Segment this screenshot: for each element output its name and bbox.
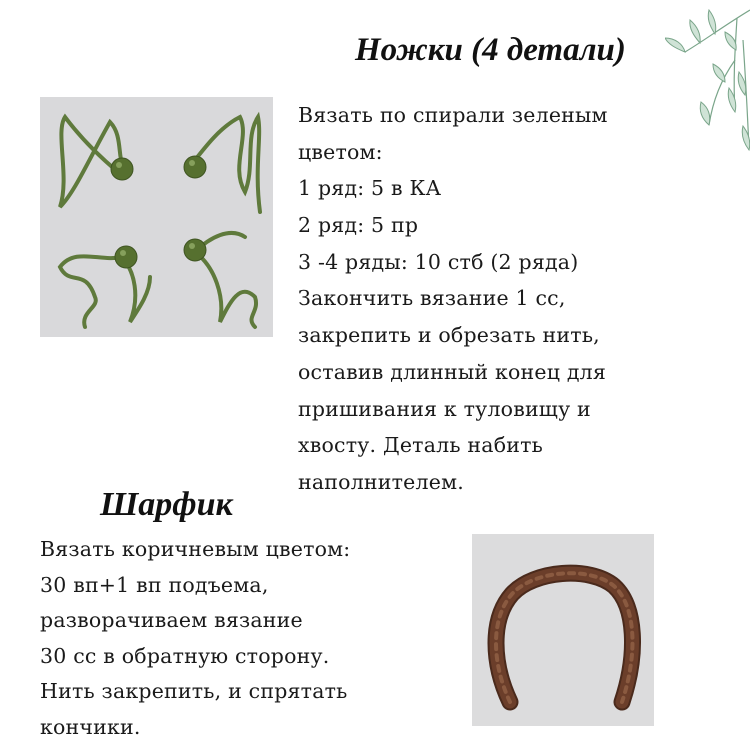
legs-section-title: Ножки (4 детали) (355, 32, 626, 68)
scarf-instructions (40, 532, 350, 745)
legs-instructions (298, 97, 608, 501)
instruction-line: оставив длинный конец для (298, 359, 607, 384)
scarf-section-title: Шарфик (100, 486, 233, 523)
instruction-line: Вязать по спирали зеленым (298, 103, 608, 127)
instruction-line: закрепить и обрезать нить, (298, 323, 600, 348)
crochet-legs-photo (40, 97, 273, 337)
instruction-line: 30 сс в обратную сторону. (40, 643, 330, 668)
instruction-line: хвосту. Деталь набить (298, 433, 544, 458)
instruction-line: пришивания к туловищу и (298, 396, 591, 421)
instruction-line: 30 вп+1 вп подъема, (40, 572, 269, 597)
crochet-scarf-photo (472, 534, 654, 726)
instruction-line: наполнителем. (298, 469, 464, 494)
instruction-line: 3 -4 ряды: 10 стб (2 ряда) (298, 249, 579, 274)
instruction-line: Закончить вязание 1 сс, (298, 286, 566, 311)
instruction-line: цветом: (298, 139, 383, 164)
instruction-line: кончики. (40, 714, 141, 739)
instruction-line: Вязать коричневым цветом: (40, 537, 351, 561)
instruction-line: разворачиваем вязание (40, 608, 303, 632)
instruction-line: Нить закрепить, и спрятать (40, 679, 348, 703)
instruction-line: 2 ряд: 5 пр (298, 213, 419, 238)
leaf-branch-icon (665, 0, 750, 160)
instruction-line: 1 ряд: 5 в КА (298, 176, 442, 201)
